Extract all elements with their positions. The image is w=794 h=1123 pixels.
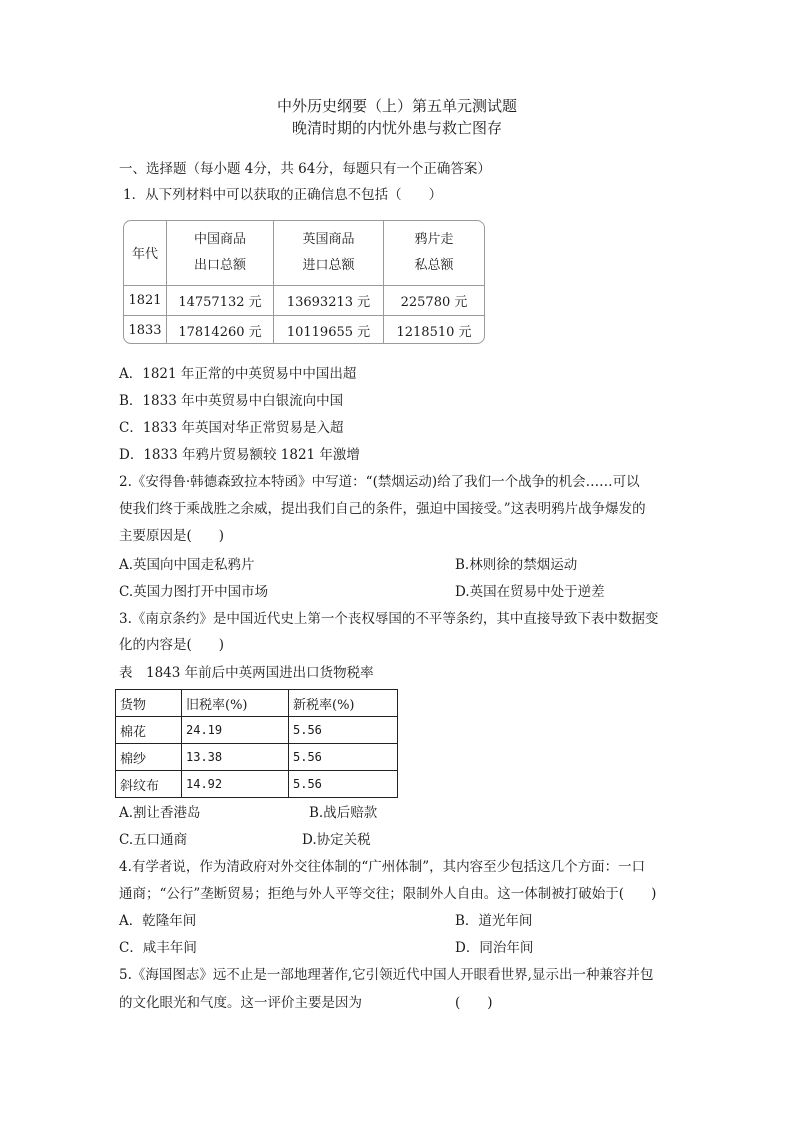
header-text: 英国商品 进口总额 (302, 231, 355, 273)
q1-option-c: C．1833 年英国对华正常贸易是入超 (119, 420, 344, 436)
table-cell: 斜纹布 (116, 771, 182, 798)
header-cell-opium (384, 221, 485, 285)
q1-option-b: B．1833 年中英贸易中白银流向中国 (119, 393, 344, 409)
question-2-stem-line: 2.《安得鲁·韩德森致拉本特函》中写道：“(禁烟运动)给了我们一个战争的机会……可以 (119, 474, 640, 490)
table-cell: 5.56 (289, 771, 398, 798)
q4-option-a: A．乾隆年间 (119, 913, 197, 929)
table-cell: 14757132 元 (167, 285, 274, 315)
table-cell: 14.92 (182, 771, 289, 798)
question-2-stem-line: 使我们终于乘战胜之余威，提出我们自己的条件，强迫中国接受。”这表明鸦片战争爆发的 (119, 501, 646, 517)
header-cell-goods: 货物 (116, 690, 182, 717)
document-subtitle: 晚清时期的内忧外患与救亡图存 (291, 119, 502, 137)
header-cell-china-export (167, 221, 274, 285)
question-3-stem-line: 化的内容是( ) (119, 637, 225, 653)
q4-option-d: D．同治年间 (455, 940, 534, 956)
table-row (124, 315, 484, 344)
question-4-stem-line: 4.有学者说，作为清政府对外交往体制的“广州体制”，其内容至少包括这几个方面：一口 (119, 859, 646, 875)
q2-option-c: C.英国力图打开中国市场 (119, 584, 269, 600)
table-cell: 1821 (124, 285, 167, 315)
table-cell: 10119655 元 (274, 315, 384, 344)
q3-option-d: D.协定关税 (302, 832, 371, 848)
q2-option-b: B.林则徐的禁烟运动 (455, 557, 578, 573)
question-4-stem-line: 通商；“公行”垄断贸易；拒绝与外人平等交往；限制外人自由。这一体制被打破始于( ) (119, 886, 657, 902)
table-cell: 13.38 (182, 744, 289, 771)
table-cell: 17814260 元 (167, 315, 274, 344)
table-header-row (124, 221, 484, 285)
q2-option-a: A.英国向中国走私鸦片 (119, 557, 255, 573)
table-row (124, 285, 484, 315)
q4-option-b: B．道光年间 (455, 913, 533, 929)
q1-option-d: D．1833 年鸦片贸易额较 1821 年激增 (119, 447, 360, 463)
table-caption: 表 1843 年前后中英两国进出口货物税率 (119, 665, 374, 681)
table-cell: 1833 (124, 315, 167, 344)
table-cell: 棉纱 (116, 744, 182, 771)
tariff-table (115, 689, 398, 798)
document-title: 中外历史纲要（上）第五单元测试题 (276, 97, 517, 115)
q3-option-b: B.战后赔款 (309, 805, 378, 821)
question-2-stem-line: 主要原因是( ) (119, 528, 225, 544)
trade-data-table (123, 220, 485, 344)
q2-option-d: D.英国在贸易中处于逆差 (455, 584, 605, 600)
header-cell-uk-import (274, 221, 384, 285)
table-cell: 棉花 (116, 717, 182, 744)
table-row (116, 771, 398, 798)
question-5-stem-line: 的文化眼光和气度。这一评价主要是因为 (119, 995, 362, 1011)
table-cell: 5.56 (289, 717, 398, 744)
header-cell-new-rate: 新税率(%) (289, 690, 398, 717)
q4-option-c: C．咸丰年间 (119, 940, 197, 956)
table-cell: 5.56 (289, 744, 398, 771)
section-heading: 一、选择题（每小题 4分，共 64分，每题只有一个正确答案） (119, 161, 491, 177)
q1-option-a: A．1821 年正常的中英贸易中中国出超 (119, 366, 357, 382)
question-5-stem-line: 5.《海国图志》远不止是一部地理著作,它引领近代中国人开眼看世界,显示出一种兼容并包 (119, 967, 654, 983)
header-text: 鸦片走 私总额 (414, 231, 454, 273)
q3-option-c: C.五口通商 (119, 832, 188, 848)
table-cell: 1218510 元 (384, 315, 485, 344)
q3-option-a: A.割让香港岛 (119, 805, 201, 821)
header-cell-year: 年代 (124, 221, 167, 285)
header-cell-old-rate: 旧税率(%) (182, 690, 289, 717)
table-cell: 13693213 元 (274, 285, 384, 315)
header-text: 中国商品 出口总额 (193, 231, 246, 273)
table-header-row (116, 690, 398, 717)
table-cell: 225780 元 (384, 285, 485, 315)
table-cell: 24.19 (182, 717, 289, 744)
table-row (116, 717, 398, 744)
answer-blank: ( ) (455, 995, 493, 1011)
question-1-stem: 1．从下列材料中可以获取的正确信息不包括（ ） (123, 187, 443, 203)
table-row (116, 744, 398, 771)
question-3-stem-line: 3.《南京条约》是中国近代史上第一个丧权辱国的不平等条约，其中直接导致下表中数据变 (119, 611, 659, 627)
